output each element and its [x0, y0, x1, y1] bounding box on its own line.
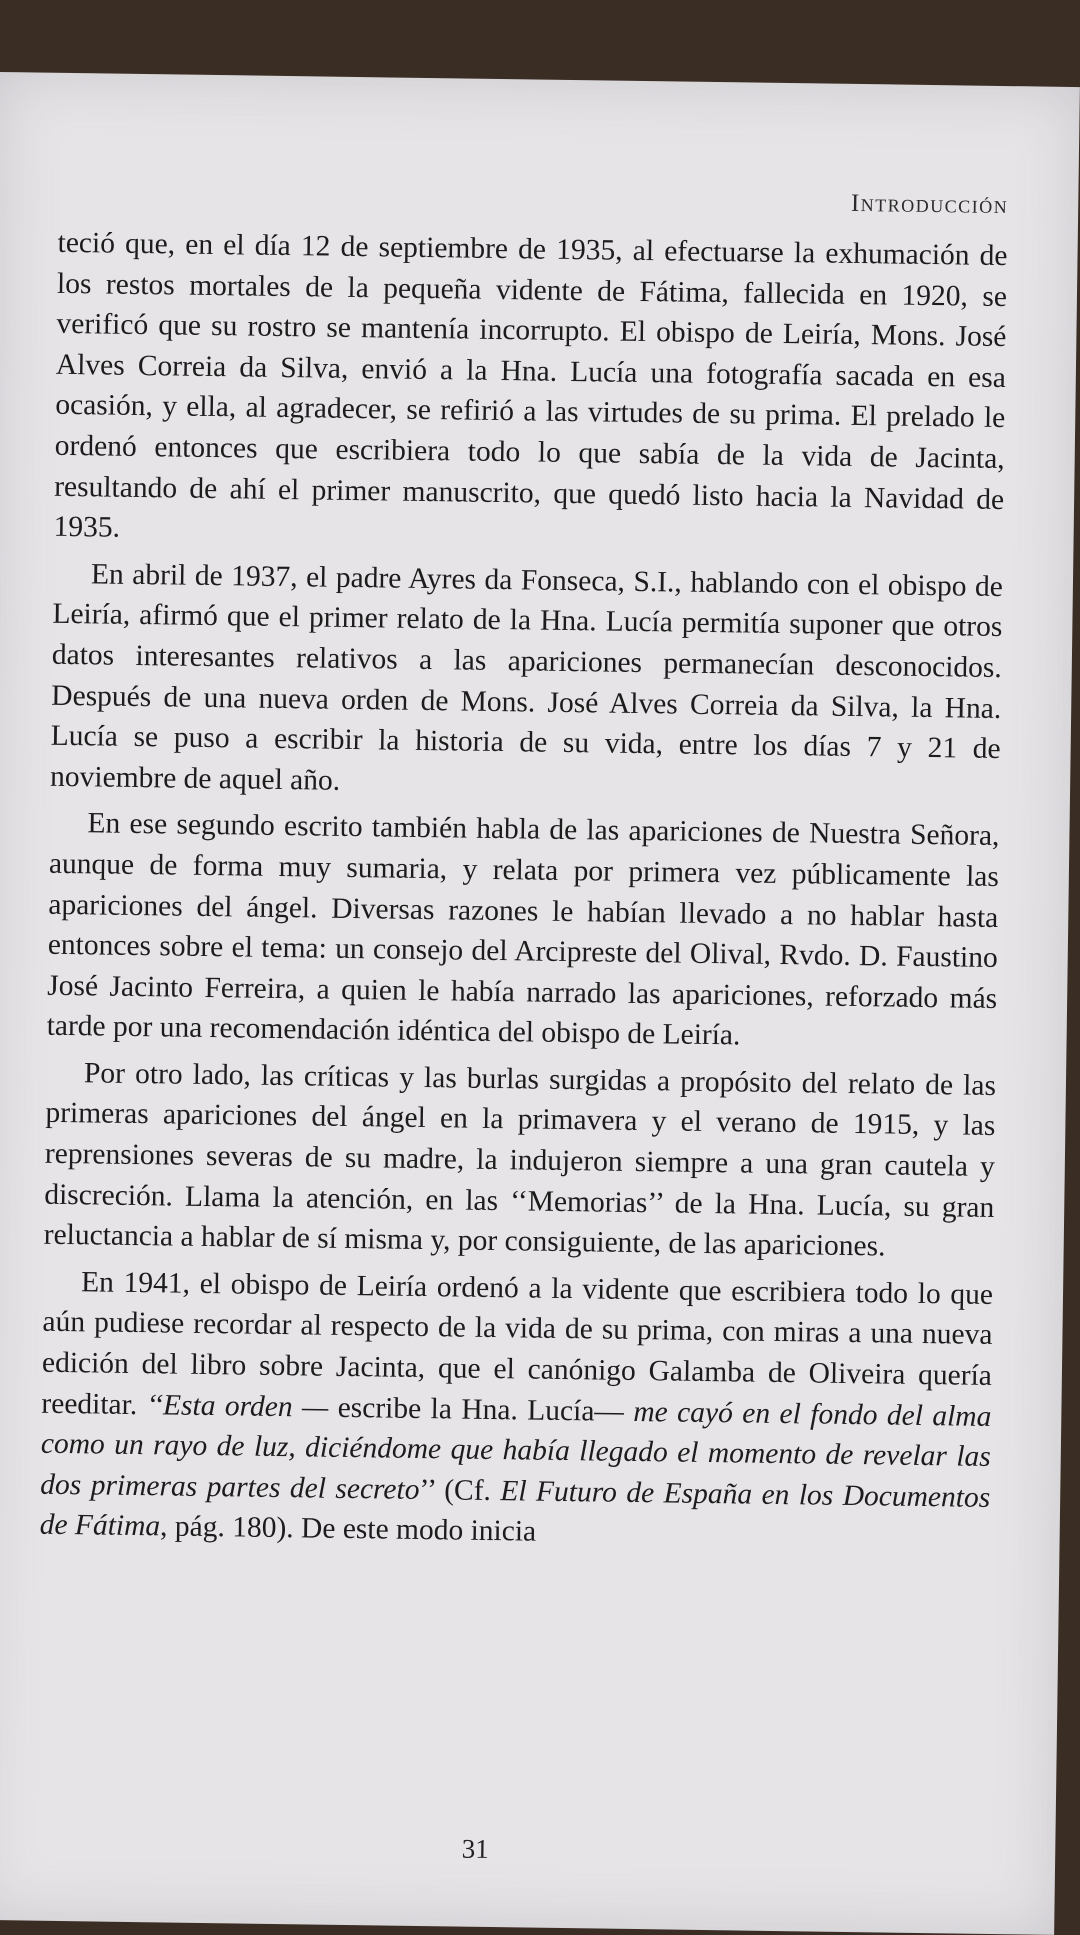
paragraph-2: En abril de 1937, el padre Ayres da Fonseca, S.I., hablando con el obispo de Leiría, afirmó que el primer relato de la Hna. Lucía permitía suponer que otros datos interesantes relativos a las apariciones permanecían desconocidos. Después de una nueva orden de Mons. José Alves Correia da Silva, la Hna. Lucía se puso a escribir la historia de su vida, entre los días 7 y 21 de noviembre de aquel año.	[49, 558, 1004, 797]
book-page	[0, 72, 1080, 1935]
quote-italic: me cayó en el fondo del alma como un rayo de luz, diciéndome que había llegado el momento de revelar las dos primeras partes del secreto	[40, 1395, 992, 1506]
paragraph-1: teció que, en el día 12 de septiembre de 1935, al efectuarse la exhumación de los restos mortales de la pequeña vidente de Fátima, fallecida en 1920, se verificó que su rostro se mantenía incorrupto. El obispo de Leiría, Mons. José Alves Correia da Silva, envió a la Hna. Lucía una fotografía sacada en esa ocasión, y ella, al agradecer, se refirió a las virtudes de su prima. El prelado le ordenó entonces que escribiera todo lo que sabía de la vida de Jacinta, resultando de ahí el primer manuscrito, que quedó listo hacia la Navidad de 1935.	[53, 226, 1008, 544]
page-number: 31	[461, 1833, 489, 1864]
paragraph-5	[39, 1262, 993, 1559]
paragraph-3: En ese segundo escrito también habla de las apariciones de Nuestra Señora, aunque de forma muy sumaria, y relata por primera vez públicamente las apariciones del ángel. Diversas razones le habían llevado a no hablar hasta entonces sobre el tema: un consejo del Arcipreste del Olival, Rvdo. D. Faustino José Jacinto Ferreira, a quien le había narrado las apariciones, reforzado más tarde por una recomendación idéntica del obispo de Leiría.	[46, 807, 1000, 1052]
paragraph-4: Por otro lado, las críticas y las burlas surgidas a propósito del relato de las primeras apariciones del ángel en la primavera y el verano de 1915, y las reprensiones severas de su madre, la indujeron siempre a una gran cautela y discreción. Llama la atención, en las ‘‘Memorias’’ de la Hna. Lucía, su gran reluctancia a hablar de sí misma y, por consiguiente, de las apariciones.	[43, 1057, 997, 1263]
paragraph-5-text-b: escribe la Hna. Lucía—	[328, 1391, 634, 1428]
quote-open-italic: ‘‘Esta orden —	[146, 1388, 329, 1424]
paragraph-5-text-d: , pág. 180). De este modo inicia	[159, 1510, 537, 1549]
paragraph-5-text-a: En 1941, el obispo de Leiría ordenó a la vidente que escribiera todo lo que aún pudiese recordar al respecto de la vida de su prima, con miras a una nueva edición del libro sobre Jacinta, que el canónigo Galamba de Oliveira quería reeditar.	[41, 1266, 994, 1421]
body-text	[39, 223, 1007, 1559]
paragraph-5-text-c: ’’ (Cf.	[419, 1473, 501, 1507]
running-header: Introducción	[850, 189, 1009, 220]
book-title-italic: El Futuro de España en los Documentos de Fátima	[39, 1474, 991, 1543]
